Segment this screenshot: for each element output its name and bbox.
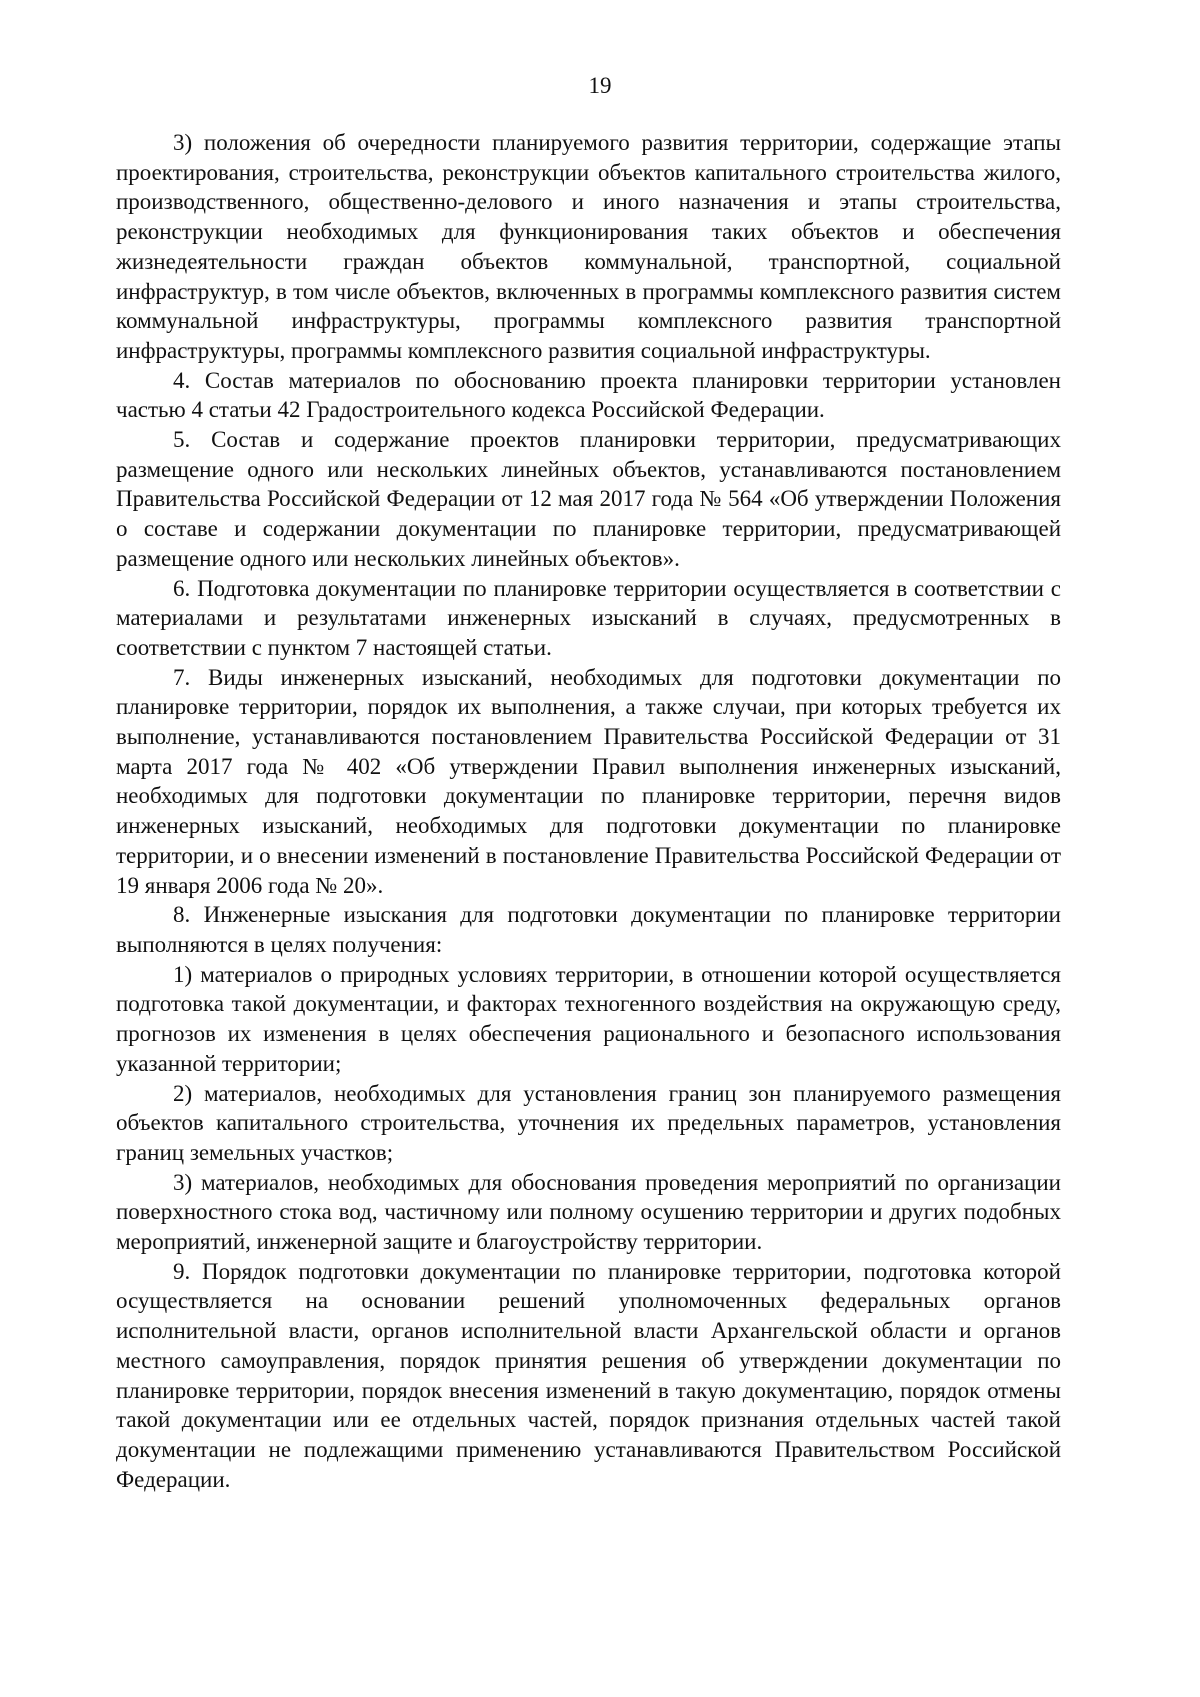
paragraph-8-item-3: 3) материалов, необходимых для обоснования проведения мероприятий по организации поверхностного стока вод, частичному или полному осушению территории и других подобных мероприятий, инженерной защите и благоустройству территории. bbox=[116, 1169, 1061, 1255]
paragraph-4-justification-materials: 4. Состав материалов по обоснованию проекта планировки территории установлен частью 4 статьи 42 Градостроительного кодекса Российской Федерации. bbox=[116, 367, 1061, 423]
paragraph-8-item-2: 2) материалов, необходимых для установления границ зон планируемого размещения объектов капитального строительства, уточнения их предельных параметров, установления границ земельных участков; bbox=[116, 1080, 1061, 1165]
paragraph-8-survey-purposes: 8. Инженерные изыскания для подготовки документации по планировке территории выполняются в целях получения: bbox=[116, 902, 1061, 957]
paragraph-item-3-staging: 3) положения об очередности планируемого развития территории, содержащие этапы проектирования, строительства, реконструкции объектов капитального строительства жилого, производственного, общественно-делового и иного назначения и этапы строительства, реконструкции необходимых для функционирования таких объектов и обеспечения жизнедеятельности граждан объектов коммунальной, транспортной, социальной инфраструктур, в том числе объектов, включенных в программы комплексного развития систем коммунальной инфраструктуры, программы комплексного развития транспортной инфраструктуры, программы комплексного развития социальной инфраструктуры. bbox=[116, 130, 1061, 363]
paragraph-6-engineering-surveys: 6. Подготовка документации по планировке территории осуществляется в соответствии с материалами и результатами инженерных изысканий в случаях, предусмотренных в соответствии с пунктом 7 настоящей статьи. bbox=[116, 575, 1061, 660]
paragraph-5-linear-objects: 5. Состав и содержание проектов планировки территории, предусматривающих размещение одного или нескольких линейных объектов, устанавливаются постановлением Правительства Российской Федерации от 12 мая 2017 года № 564 «Об утверждении Положения о составе и содержании документации по планировке территории, предусматривающей размещение одного или нескольких линейных объектов». bbox=[116, 427, 1061, 571]
paragraph-8-item-1: 1) материалов о природных условиях территории, в отношении которой осуществляется подготовка такой документации, и факторах техногенного воздействия на окружающую среду, прогнозов их изменения в целях обеспечения рационального и безопасного использования указанной территории; bbox=[116, 961, 1061, 1076]
paragraph-7-survey-types: 7. Виды инженерных изысканий, необходимых для подготовки документации по планировке территории, порядок их выполнения, а также случаи, при которых требуется их выполнение, устанавливаются постановлением Правительства Российской Федерации от 31 марта 2017 года № 402 «Об утверждении Правил выполнения инженерных изысканий, необходимых для подготовки документации по планировке территории, перечня видов инженерных изысканий, необходимых для подготовки документации по планировке территории, и о внесении изменений в постановление Правительства Российской Федерации от 19 января 2006 года № 20». bbox=[116, 664, 1061, 898]
document-body bbox=[116, 128, 1061, 1494]
paragraph-9-preparation-procedure: 9. Порядок подготовки документации по планировке территории, подготовка которой осуществляется на основании решений уполномоченных федеральных органов исполнительной власти, органов исполнительной власти Архангельской области и органов местного самоуправления, порядок принятия решения об утверждении документации по планировке территории, порядок внесения изменений в такую документацию, порядок отмены такой документации или ее отдельных частей, порядок признания отдельных частей такой документации не подлежащими применению устанавливаются Правительством Российской Федерации. bbox=[116, 1258, 1061, 1492]
page-number: 19 bbox=[588, 73, 612, 98]
